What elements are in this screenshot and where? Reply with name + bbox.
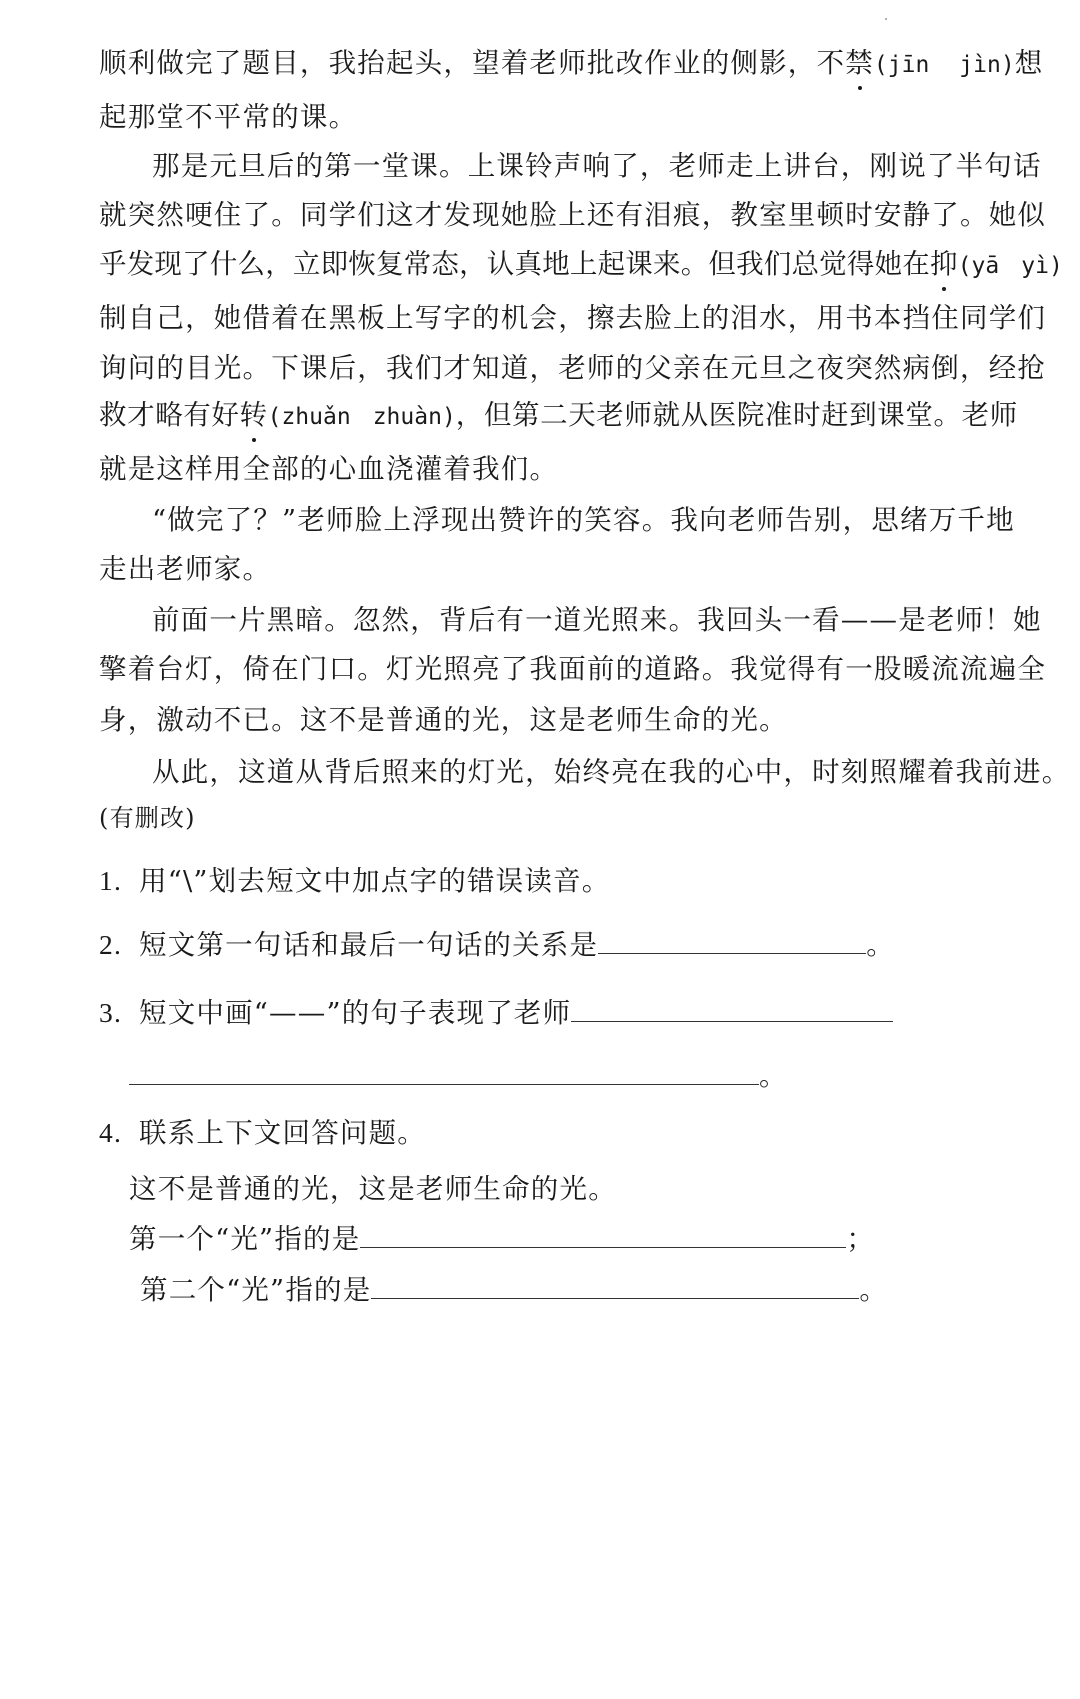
answer-blank[interactable] bbox=[598, 925, 866, 954]
answer-blank[interactable] bbox=[371, 1270, 859, 1299]
passage-line-2: 起那堂不平常的课。 bbox=[99, 101, 358, 133]
passage-line-4: 就突然哽住了。同学们这才发现她脸上还有泪痕，教室里顿时安静了。她似 bbox=[99, 199, 1047, 231]
question-4-second-light bbox=[140, 1270, 888, 1310]
punctuation: 。 bbox=[859, 1274, 889, 1306]
dotted-character: 转 bbox=[240, 395, 268, 435]
question-number: 3. bbox=[99, 997, 123, 1028]
passage-line-1 bbox=[99, 43, 1043, 85]
question-3 bbox=[99, 993, 893, 1033]
dotted-character: 抑 bbox=[930, 244, 958, 284]
pinyin-option[interactable]: (jīn bbox=[873, 52, 930, 78]
question-1 bbox=[99, 861, 610, 901]
passage-line-11: 走出老师家。 bbox=[99, 553, 272, 585]
prompt-text: 第二个“光”指的是 bbox=[140, 1274, 372, 1306]
passage-line-8 bbox=[99, 395, 1018, 437]
pinyin-option[interactable]: jìn) bbox=[959, 52, 1015, 78]
answer-blank[interactable] bbox=[571, 993, 893, 1022]
passage-line-9: 就是这样用全部的心血浇灌着我们。 bbox=[99, 453, 559, 485]
question-4 bbox=[99, 1113, 426, 1153]
passage-text: ，但第二天老师就从医院准时赶到课堂。老师 bbox=[455, 399, 1018, 431]
passage-text: 顺利做完了题目，我抬起头，望着老师批改作业的侧影，不 bbox=[99, 47, 846, 79]
passage-line-13: 擎着台灯，倚在门口。灯光照亮了我面前的道路。我觉得有一股暖流流遍全 bbox=[99, 653, 1047, 685]
passage-line-5 bbox=[99, 244, 1063, 286]
answer-blank[interactable] bbox=[360, 1219, 846, 1248]
question-number: 2. bbox=[99, 929, 123, 960]
question-number: 1. bbox=[99, 865, 123, 896]
passage-line-7: 询问的目光。下课后，我们才知道，老师的父亲在元旦之夜突然病倒，经抢 bbox=[99, 352, 1047, 384]
question-text: 用“\”划去短文中加点字的错误读音。 bbox=[139, 865, 611, 897]
pinyin-option[interactable]: zhuàn) bbox=[372, 404, 456, 430]
dotted-character: 禁 bbox=[845, 43, 874, 83]
answer-blank[interactable] bbox=[129, 1056, 759, 1085]
pinyin-option[interactable]: yì) bbox=[1021, 253, 1063, 279]
passage-line-15: 从此，这道从背后照来的灯光，始终亮在我的心中，时刻照耀着我前进。 bbox=[152, 756, 1071, 788]
question-text: 短文中画“——”的句子表现了老师 bbox=[139, 997, 572, 1029]
source-note: (有删改) bbox=[99, 804, 196, 832]
punctuation: 。 bbox=[866, 929, 895, 961]
passage-text: 乎发现了什么，立即恢复常态，认真地上起课来。但我们总觉得她在 bbox=[99, 248, 930, 280]
quoted-sentence: 这不是普通的光，这是老师生命的光。 bbox=[129, 1173, 617, 1205]
prompt-text: 第一个“光”指的是 bbox=[129, 1223, 361, 1255]
passage-line-3: 那是元旦后的第一堂课。上课铃声响了，老师走上讲台，刚说了半句话 bbox=[152, 150, 1042, 182]
scan-speck bbox=[885, 18, 887, 20]
question-4-first-light bbox=[129, 1219, 875, 1259]
passage-text: 想 bbox=[1014, 47, 1044, 79]
punctuation: ； bbox=[846, 1223, 876, 1255]
passage-text: 救才略有好 bbox=[99, 399, 240, 431]
question-2 bbox=[99, 925, 895, 965]
pinyin-option[interactable]: (zhuǎn bbox=[267, 404, 351, 430]
question-text: 短文第一句话和最后一句话的关系是 bbox=[139, 929, 599, 961]
question-3-continuation bbox=[129, 1056, 788, 1096]
question-text: 联系上下文回答问题。 bbox=[139, 1117, 426, 1149]
pinyin-option[interactable]: (yā bbox=[957, 253, 1000, 279]
passage-line-12: 前面一片黑暗。忽然，背后有一道光照来。我回头一看——是老师！她 bbox=[152, 604, 1042, 636]
question-number: 4. bbox=[99, 1117, 123, 1148]
passage-line-10: “做完了？”老师脸上浮现出赞许的笑容。我向老师告别，思绪万千地 bbox=[152, 504, 1015, 536]
punctuation: 。 bbox=[759, 1060, 788, 1092]
passage-line-6: 制自己，她借着在黑板上写字的机会，擦去脸上的泪水，用书本挡住同学们 bbox=[99, 302, 1047, 334]
passage-line-14: 身，激动不已。这不是普通的光，这是老师生命的光。 bbox=[99, 704, 788, 736]
